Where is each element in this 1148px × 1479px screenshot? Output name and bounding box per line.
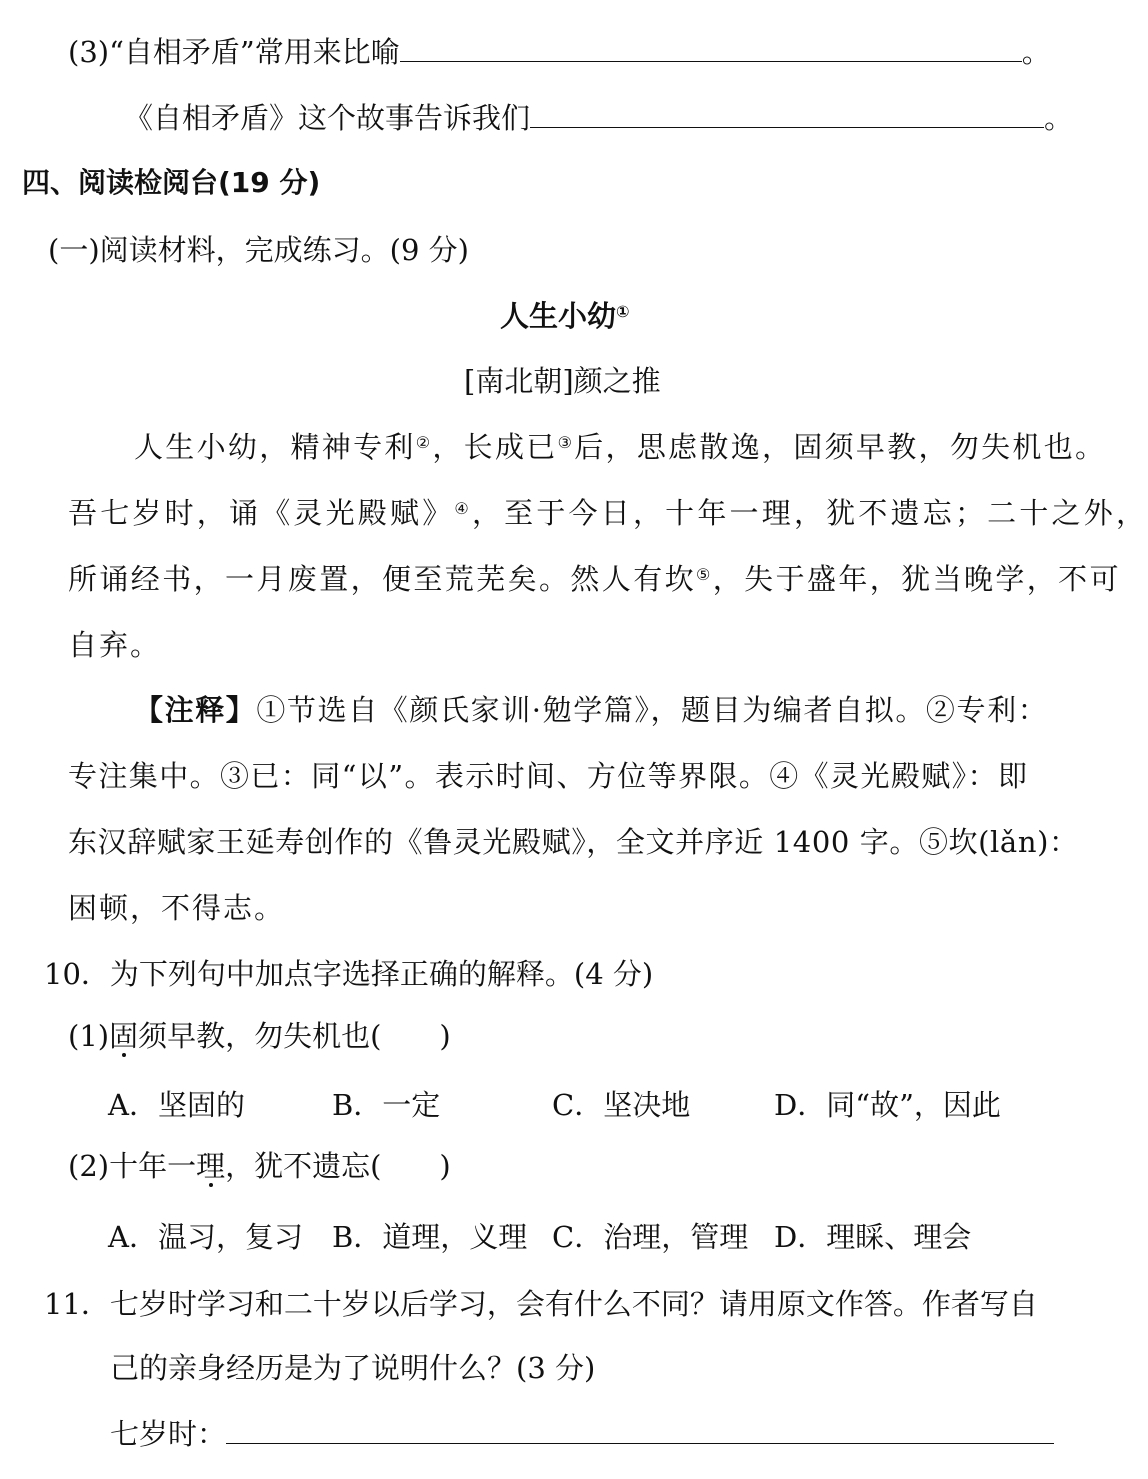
notes-line-1: 【注释】①节选自《颜氏家训·勉学篇》，题目为编者自拟。②专利：: [134, 693, 1049, 727]
emphasis-dot-char: 固: [109, 1019, 139, 1053]
notes-label: 【注释】: [134, 693, 257, 727]
emphasis-dot-char: 理: [196, 1149, 226, 1183]
q10-1-option-d[interactable]: D．同“故”，因此: [774, 1088, 1001, 1122]
q3-prompt-2: 《自相矛盾》这个故事告诉我们: [124, 101, 531, 135]
q10-stem: 10．为下列句中加点字选择正确的解释。(4 分): [44, 957, 654, 991]
passage-line-3: 所诵经书，一月废置，便至荒芜矣。然人有坎⑤，失于盛年，犹当晚学，不可: [68, 562, 1121, 596]
q10-1-option-c[interactable]: C．坚决地: [552, 1088, 691, 1122]
q11-stem-line-1: 11．七岁时学习和二十岁以后学习，会有什么不同？请用原文作答。作者写自: [44, 1287, 1038, 1321]
q10-2-option-c[interactable]: C．治理，管理: [552, 1220, 749, 1254]
q3-line2: 《自相矛盾》这个故事告诉我们 。: [124, 101, 1074, 135]
q3-answer-blank-1[interactable]: [400, 35, 1022, 62]
notes-line-4: 困顿，不得志。: [68, 891, 286, 925]
q10-2-option-b[interactable]: B．道理，义理: [332, 1220, 528, 1254]
q3-prompt-1: (3)“自相矛盾”常用来比喻: [68, 35, 400, 69]
part-1-title: (一)阅读材料，完成练习。(9 分): [48, 233, 469, 267]
passage-author: [南北朝]颜之推: [464, 364, 661, 398]
q3-answer-blank-2[interactable]: [530, 101, 1044, 128]
q3-line1: (3)“自相矛盾”常用来比喻 。: [68, 35, 1051, 69]
notes-line-3: 东汉辞赋家王延寿创作的《鲁灵光殿赋》，全文并序近 1400 字。⑤坎(lǎn)：: [68, 825, 1079, 859]
q10-sub-1: (1)固须早教，勿失机也( ): [68, 1019, 451, 1053]
q10-1-option-a[interactable]: A．坚固的: [108, 1088, 245, 1122]
passage-title: 人生小幼①: [500, 299, 630, 333]
q10-2-option-a[interactable]: A．温习，复习: [108, 1220, 303, 1254]
q11-answer-blank[interactable]: [226, 1417, 1054, 1444]
passage-line-1: 人生小幼，精神专利②，长成已③后，思虑散逸，固须早教，勿失机也。: [134, 430, 1107, 464]
q10-1-option-b[interactable]: B．一定: [332, 1088, 441, 1122]
passage-line-2: 吾七岁时，诵《灵光殿赋》④，至于今日，十年一理，犹不遗忘；二十之外，: [68, 496, 1148, 530]
q11-stem-line-2: 己的亲身经历是为了说明什么？(3 分): [110, 1351, 596, 1385]
passage-line-4: 自弃。: [68, 628, 162, 662]
q10-sub-2: (2)十年一理，犹不遗忘( ): [68, 1149, 451, 1183]
q10-2-option-d[interactable]: D．理睬、理会: [774, 1220, 972, 1254]
q11-answer-line: [110, 1414, 1054, 1454]
q11-answer-label: 七岁时：: [110, 1417, 227, 1451]
section-4-title: 四、阅读检阅台(19 分): [22, 166, 321, 199]
notes-line-2: 专注集中。③已：同“以”。表示时间、方位等界限。④《灵光殿赋》：即: [68, 759, 1029, 793]
